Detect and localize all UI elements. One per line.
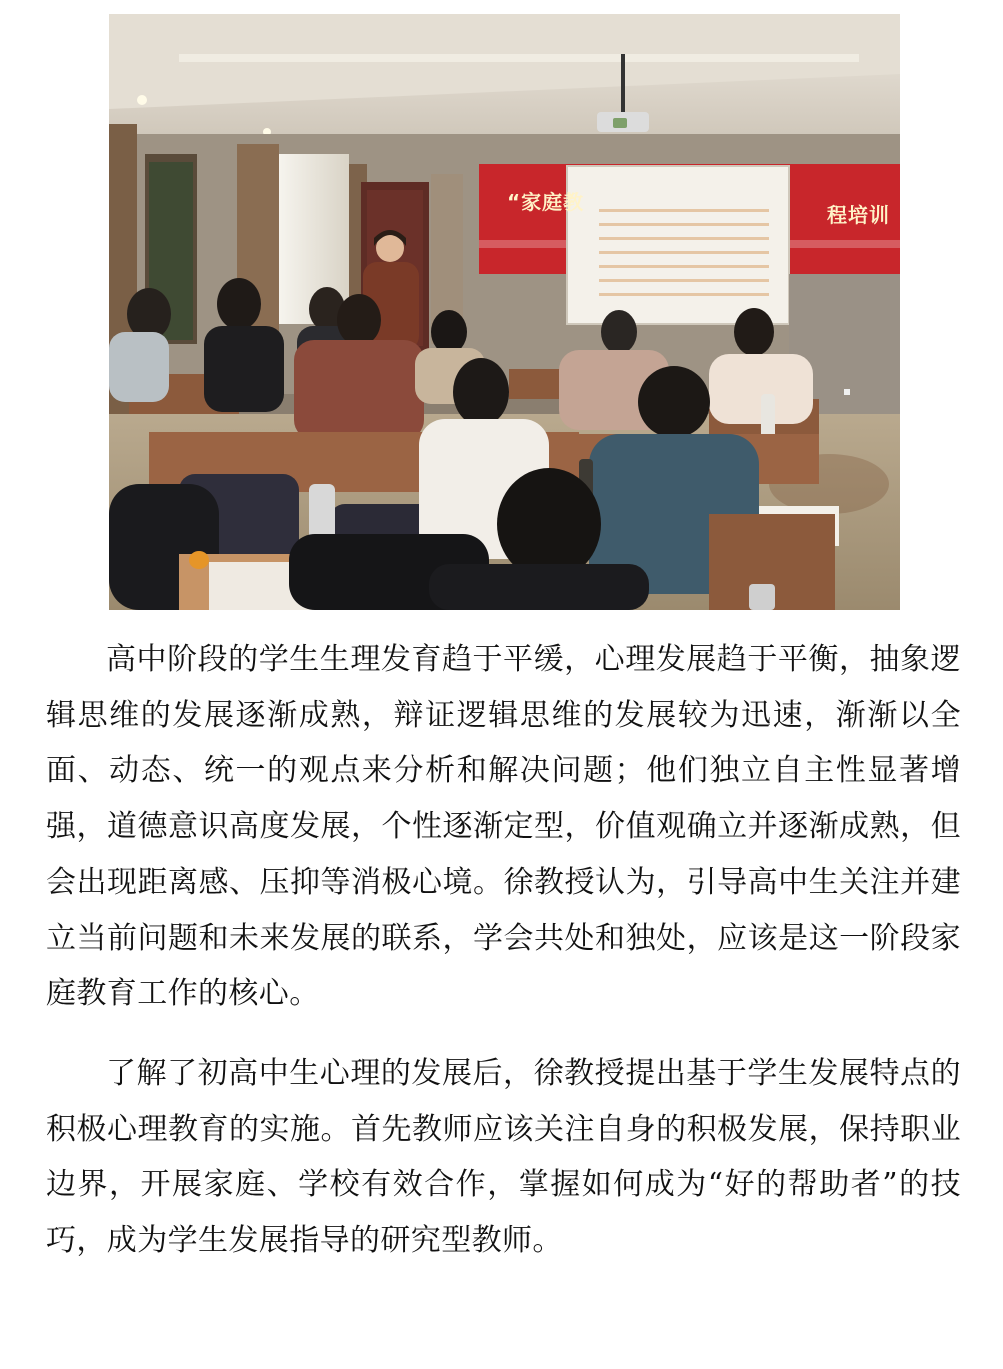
conference-photo xyxy=(109,14,900,610)
paragraph-positive-education: 了解了初高中生心理的发展后，徐教授提出基于学生发展特点的积极心理教育的实施。首先教师应该关注自身的积极发展，保持职业边界，开展家庭、学校有效合作，掌握如何成为“好的帮助者”的技巧，成为学生发展指导的研究型教师。 xyxy=(46,1055,961,1259)
slide-line xyxy=(599,237,769,240)
slide-line xyxy=(599,265,769,268)
projector-slide-lines xyxy=(599,209,769,307)
article-body xyxy=(46,632,961,1269)
slide-line xyxy=(599,223,769,226)
training-session-illustration xyxy=(109,14,900,610)
slide-line xyxy=(599,251,769,254)
slide-line xyxy=(599,293,769,296)
banner-text-right: 程培训 xyxy=(827,203,890,227)
slide-line xyxy=(599,279,769,282)
slide-line xyxy=(599,209,769,212)
banner-text-left: “家庭教 xyxy=(507,190,585,214)
paragraph-high-school-psychology: 高中阶段的学生生理发育趋于平缓，心理发展趋于平衡，抽象逻辑思维的发展逐渐成熟，辩证逻辑思维的发展较为迅速，渐渐以全面、动态、统一的观点来分析和解决问题；他们独立自主性显著增强，道德意识高度发展，个性逐渐定型，价值观确立并逐渐成熟，但会出现距离感、压抑等消极心境。徐教授认为，引导高中生关注并建立当前问题和未来发展的联系，学会共处和独处，应该是这一阶段家庭教育工作的核心。 xyxy=(46,642,961,1012)
